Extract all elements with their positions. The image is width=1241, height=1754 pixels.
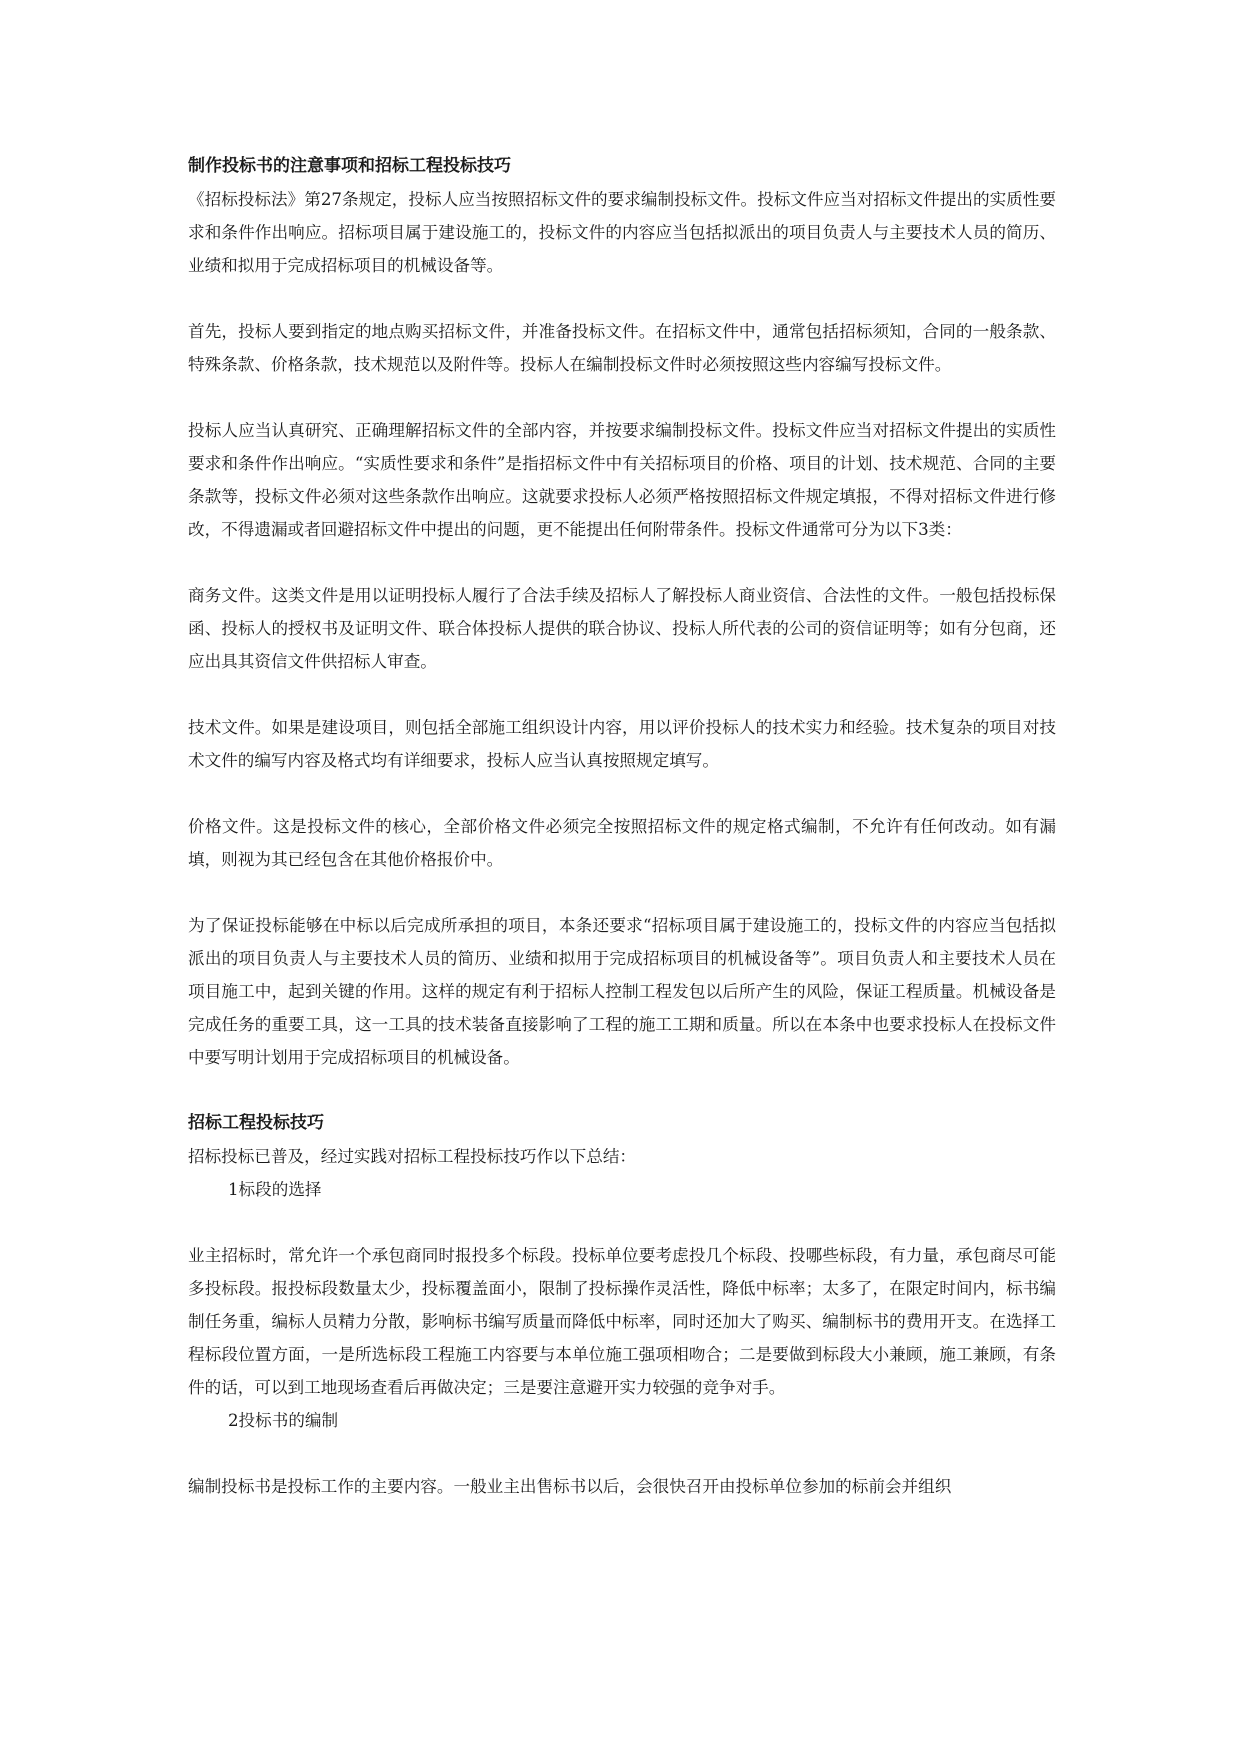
paragraph-gap (188, 777, 1056, 810)
paragraph: 价格文件。这是投标文件的核心，全部价格文件必须完全按照招标文件的规定格式编制，不允许有任何改动。如有漏填，则视为其已经包含在其他价格报价中。 (188, 817, 1056, 869)
list-item-heading: 1标段的选择 (228, 1180, 322, 1199)
paragraph: 投标人应当认真研究、正确理解招标文件的全部内容，并按要求编制投标文件。投标文件应当对招标文件提出的实质性要求和条件作出响应。“实质性要求和条件”是指招标文件中有关招标项目的价格、项目的计划、技术规范、合同的主要条款等，投标文件必须对这些条款作出响应。这就要求投标人必须严格按照招标文件规定填报，不得对招标文件进行修改，不得遗漏或者回避招标文件中提出的问题，更不能提出任何附带条件。投标文件通常可分为以下3类： (188, 421, 1056, 539)
paragraph-gap (188, 381, 1056, 414)
paragraph: 业主招标时，常允许一个承包商同时报投多个标段。投标单位要考虑投几个标段、投哪些标段，有力量，承包商尽可能多投标段。报投标段数量太少，投标覆盖面小，限制了投标操作灵活性，降低中标率；太多了，在限定时间内，标书编制任务重，编标人员精力分散，影响标书编写质量而降低中标率，同时还加大了购买、编制标书的费用开支。在选择工程标段位置方面，一是所选标段工程施工内容要与本单位施工强项相吻合；二是要做到标段大小兼顾，施工兼顾，有条件的话，可以到工地现场查看后再做决定；三是要注意避开实力较强的竞争对手。 (188, 1246, 1056, 1397)
document-title: 制作投标书的注意事项和招标工程投标技巧 (188, 156, 511, 176)
section-title: 招标工程投标技巧 (188, 1113, 324, 1133)
paragraph-gap (188, 1206, 1056, 1239)
paragraph-gap (188, 1437, 1056, 1470)
paragraph: 技术文件。如果是建设项目，则包括全部施工组织设计内容，用以评价投标人的技术实力和经验。技术复杂的项目对技术文件的编写内容及格式均有详细要求，投标人应当认真按照规定填写。 (188, 718, 1056, 770)
paragraph-gap (188, 678, 1056, 711)
paragraph: 为了保证投标能够在中标以后完成所承担的项目，本条还要求“招标项目属于建设施工的，投标文件的内容应当包括拟派出的项目负责人与主要技术人员的简历、业绩和拟用于完成招标项目的机械设备等”。项目负责人和主要技术人员在项目施工中，起到关键的作用。这样的规定有利于招标人控制工程发包以后所产生的风险，保证工程质量。机械设备是完成任务的重要工具，这一工具的技术装备直接影响了工程的施工工期和质量。所以在本条中也要求投标人在投标文件中要写明计划用于完成招标项目的机械设备。 (188, 916, 1056, 1067)
paragraph: 招标投标已普及，经过实践对招标工程投标技巧作以下总结： (188, 1147, 637, 1166)
paragraph: 编制投标书是投标工作的主要内容。一般业主出售标书以后，会很快召开由投标单位参加的标前会并组织 (188, 1477, 952, 1496)
paragraph: 《招标投标法》第27条规定，投标人应当按照招标文件的要求编制投标文件。投标文件应当对招标文件提出的实质性要求和条件作出响应。招标项目属于建设施工的，投标文件的内容应当包括拟派出的项目负责人与主要技术人员的简历、业绩和拟用于完成招标项目的机械设备等。 (188, 190, 1056, 275)
paragraph-gap (188, 1074, 1056, 1107)
paragraph-gap (188, 282, 1056, 315)
document-page (188, 150, 1056, 1503)
paragraph: 首先，投标人要到指定的地点购买招标文件，并准备投标文件。在招标文件中，通常包括招标须知，合同的一般条款、特殊条款、价格条款，技术规范以及附件等。投标人在编制投标文件时必须按照这些内容编写投标文件。 (188, 322, 1056, 374)
paragraph: 商务文件。这类文件是用以证明投标人履行了合法手续及招标人了解投标人商业资信、合法性的文件。一般包括投标保函、投标人的授权书及证明文件、联合体投标人提供的联合协议、投标人所代表的公司的资信证明等；如有分包商，还应出具其资信文件供招标人审查。 (188, 586, 1056, 671)
list-item-heading: 2投标书的编制 (228, 1411, 339, 1430)
paragraph-gap (188, 876, 1056, 909)
paragraph-gap (188, 546, 1056, 579)
